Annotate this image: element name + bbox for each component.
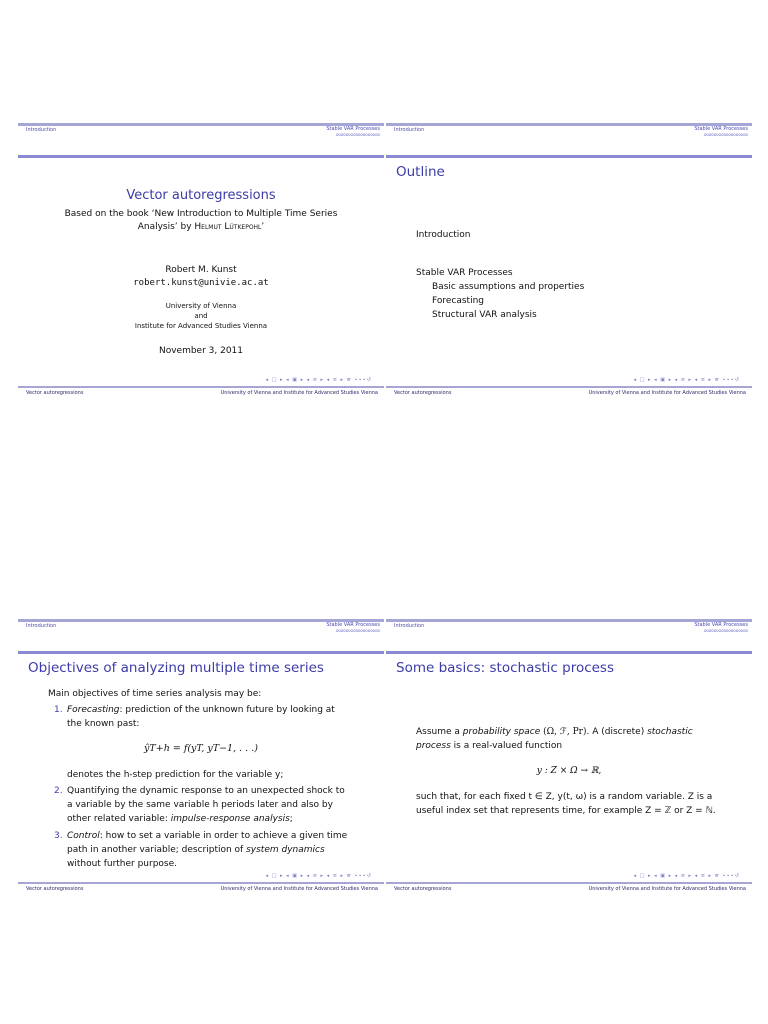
objective-item-2: 2. Quantifying the dynamic response to an unexpected shock to a variable by the same variable h periods later and also by other related variable: impulse-response analysis; <box>54 786 345 824</box>
header-bar-bottom <box>386 651 752 654</box>
footer-institute: University of Vienna and Institute for Advanced Studies Vienna <box>220 886 378 892</box>
footer-title: Vector autoregressions <box>394 390 452 396</box>
outline-subitem-basic-assumptions[interactable]: Basic assumptions and properties <box>432 282 585 292</box>
beamer-nav-symbols[interactable]: ◂ □ ▸ ◂ ▣ ▸ ◂ ≡ ▸ ◂ ≡ ▸ ≣ ∙∙∙↺ <box>265 873 372 879</box>
term-system-dynamics: system dynamics <box>246 845 325 855</box>
frame-title: Outline <box>396 164 445 180</box>
header-section-left[interactable]: Introduction <box>394 623 425 629</box>
objective-item-1: 1. Forecasting: prediction of the unknown future by looking at the known past: <box>54 705 335 729</box>
subtitle-line-1: Based on the book ‘New Introduction to Multiple Time Series <box>64 209 338 219</box>
header-section-right-label: Stable VAR Processes <box>326 126 380 132</box>
frame-title: Objectives of analyzing multiple time series <box>28 660 324 676</box>
header-section-right-label: Stable VAR Processes <box>326 622 380 628</box>
presentation-title: Vector autoregressions <box>126 188 276 203</box>
forecast-formula: ŷT+h = f(yT, yT−1, . . .) <box>144 743 258 754</box>
author-email: robert.kunst@univie.ac.at <box>133 278 269 288</box>
outline-subitem-forecasting[interactable]: Forecasting <box>432 296 485 306</box>
header-section-right-label: Stable VAR Processes <box>694 622 748 628</box>
header-bar-bottom <box>18 651 384 654</box>
header-bar-bottom <box>386 155 752 158</box>
process-formula: y : Z × Ω → ℝ, <box>536 766 602 776</box>
nav-dots[interactable]: oooooooooooooooooo <box>335 628 380 633</box>
outline-item-introduction[interactable]: Introduction <box>416 230 471 240</box>
term-control: Control <box>67 831 100 841</box>
header-section-right[interactable] <box>694 622 748 633</box>
term-forecasting: Forecasting <box>67 705 120 715</box>
definition-paragraph-2: such that, for each fixed t ∈ Z, y(t, ω) is a random variable. Z is a useful index set that represents time, for example Z = ℤ or Z = ℕ. <box>416 792 716 816</box>
footer-institute: University of Vienna and Institute for Advanced Studies Vienna <box>220 390 378 396</box>
frame-title: Some basics: stochastic process <box>396 660 615 676</box>
slide-stochastic-process <box>386 618 752 892</box>
outline-item-stable-var[interactable]: Stable VAR Processes <box>416 268 513 278</box>
footer-title: Vector autoregressions <box>26 886 84 892</box>
footer-bar <box>18 882 384 884</box>
author-name: Robert M. Kunst <box>165 265 237 275</box>
outline-subitem-structural-var[interactable]: Structural VAR analysis <box>432 310 537 320</box>
header-bar-bottom <box>18 155 384 158</box>
header-section-right-label: Stable VAR Processes <box>694 126 748 132</box>
header-section-left[interactable]: Introduction <box>26 623 57 629</box>
term-stochastic: stochastic <box>647 727 693 737</box>
footer-institute: University of Vienna and Institute for Advanced Studies Vienna <box>588 390 746 396</box>
footer-institute: University of Vienna and Institute for Advanced Studies Vienna <box>588 886 746 892</box>
objective-item-3: 3. Control: how to set a variable in order to achieve a given time path in another variable; description of system dynamics without further purpose. <box>54 831 348 869</box>
institution-and: and <box>194 312 208 320</box>
definition-paragraph-1: Assume a probability space (Ω, ℱ, Pr). A (discrete) stochastic process is a real-valued function <box>416 727 693 751</box>
header-section-right[interactable] <box>694 126 748 137</box>
beamer-nav-symbols[interactable]: ◂ □ ▸ ◂ ▣ ▸ ◂ ≡ ▸ ◂ ≡ ▸ ≣ ∙∙∙↺ <box>265 377 372 383</box>
objectives-intro: Main objectives of time series analysis may be: <box>48 689 262 699</box>
term-process: process <box>416 741 451 751</box>
institution-1: University of Vienna <box>165 302 237 310</box>
subtitle-author: Helmut Lütkepohl <box>194 222 262 232</box>
slide-objectives <box>18 618 384 892</box>
item-number: 1. <box>54 705 63 715</box>
term-probability-space: probability space <box>462 727 541 737</box>
slide-title <box>18 122 384 396</box>
nav-dots[interactable]: oooooooooooooooooo <box>335 132 380 137</box>
forecast-explanation: denotes the h-step prediction for the variable y; <box>67 770 284 780</box>
institution-2: Institute for Advanced Studies Vienna <box>134 322 268 330</box>
presentation-date: November 3, 2011 <box>158 346 244 356</box>
header-section-left[interactable]: Introduction <box>26 127 57 133</box>
subtitle-line-2: Analysis’ by Helmut Lütkepohl’ <box>137 222 265 232</box>
beamer-nav-symbols[interactable]: ◂ □ ▸ ◂ ▣ ▸ ◂ ≡ ▸ ◂ ≡ ▸ ≣ ∙∙∙↺ <box>633 377 740 383</box>
header-section-right[interactable] <box>326 622 380 633</box>
footer-bar <box>386 386 752 388</box>
footer-title: Vector autoregressions <box>394 886 452 892</box>
footer-bar <box>18 386 384 388</box>
slide-outline <box>386 122 752 396</box>
header-section-right[interactable] <box>326 126 380 137</box>
footer-title: Vector autoregressions <box>26 390 84 396</box>
nav-dots[interactable]: oooooooooooooooooo <box>703 628 748 633</box>
header-section-left[interactable]: Introduction <box>394 127 425 133</box>
term-impulse-response: impulse-response analysis <box>170 814 290 824</box>
beamer-nav-symbols[interactable]: ◂ □ ▸ ◂ ▣ ▸ ◂ ≡ ▸ ◂ ≡ ▸ ≣ ∙∙∙↺ <box>633 873 740 879</box>
footer-bar <box>386 882 752 884</box>
nav-dots[interactable]: oooooooooooooooooo <box>703 132 748 137</box>
presentation-subtitle <box>18 208 384 234</box>
